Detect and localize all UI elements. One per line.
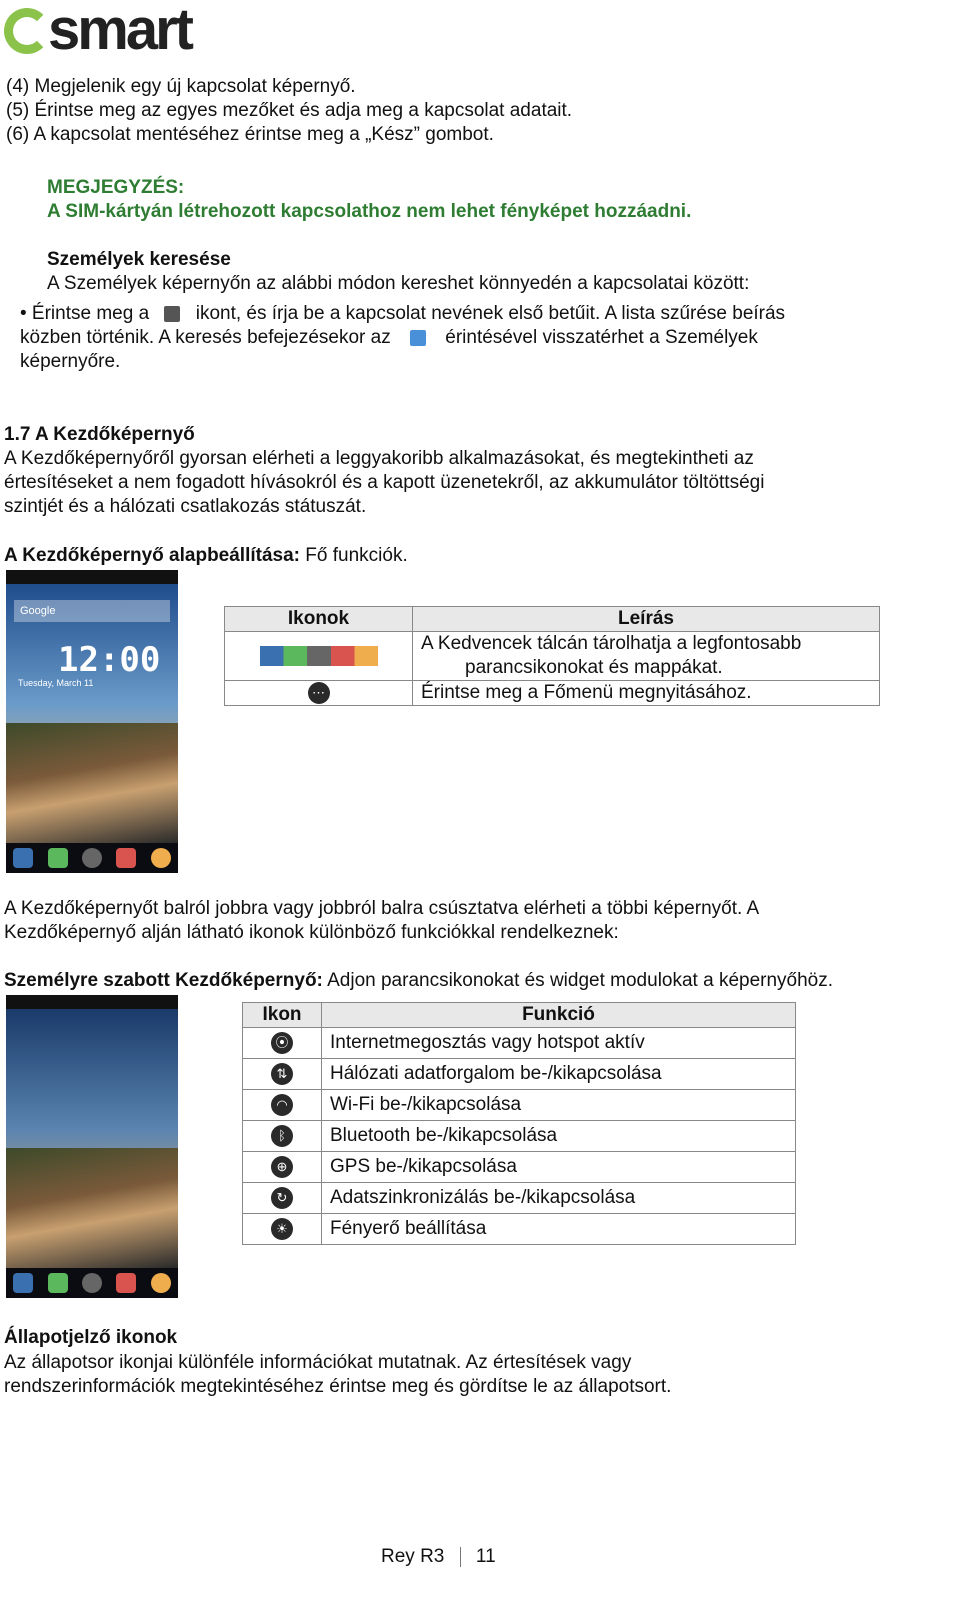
search-intro: A Személyek képernyőn az alábbi módon kereshet könnyedén a kapcsolatai között:: [47, 273, 750, 294]
note-title: MEGJEGYZÉS:: [47, 177, 185, 198]
table-row: [243, 1152, 796, 1183]
table-row: [243, 1028, 796, 1059]
basic-value: Fő funkciók.: [300, 545, 408, 566]
dock-phone-icon: [13, 848, 33, 868]
dock2-phone-icon: [13, 1273, 33, 1293]
swipe-p2: Kezdőképernyő alján látható ikonok különböző funkciókkal rendelkeznek:: [4, 922, 619, 943]
phone-road: [6, 723, 178, 843]
function-text: Wi-Fi be-/kikapcsolása: [322, 1090, 796, 1121]
table-header: [243, 1003, 796, 1028]
footer: [381, 1545, 496, 1569]
search-icon: [164, 306, 180, 322]
icon-cell: [243, 1214, 322, 1245]
function-text: Hálózati adatforgalom be-/kikapcsolása: [322, 1059, 796, 1090]
search-line3: képernyőre.: [20, 351, 121, 372]
dock-messages-icon: [48, 848, 68, 868]
dock-chrome-icon: [151, 848, 171, 868]
table-row: [225, 681, 880, 706]
header-icon: Ikon: [243, 1003, 322, 1028]
wifi-icon: ◠: [271, 1094, 293, 1116]
search-line2-b: érintésével visszatérhet a Személyek: [445, 327, 758, 348]
function-text: Internetmegosztás vagy hotspot aktív: [322, 1028, 796, 1059]
step-5: (5) Érintse meg az egyes mezőket és adja meg a kapcsolat adatait.: [6, 100, 573, 121]
main-menu-icon: ⋯: [308, 682, 330, 704]
phone-clock: 12:00: [58, 640, 161, 680]
header-function: Funkció: [322, 1003, 796, 1028]
table-row: [243, 1121, 796, 1152]
function-text: Fényerő beállítása: [322, 1214, 796, 1245]
search-bullet-a: • Érintse meg a: [20, 303, 150, 324]
icon-cell: [243, 1090, 322, 1121]
custom-screenshot: [6, 995, 178, 1298]
phone-date: Tuesday, March 11: [18, 678, 94, 688]
icon-cell: [243, 1152, 322, 1183]
favorites-desc-2: parancsikonokat és mappákat.: [465, 657, 723, 678]
note-text: A SIM-kártyán létrehozott kapcsolathoz nem lehet fényképet hozzáadni.: [47, 201, 692, 222]
dock2-menu-icon: [82, 1273, 102, 1293]
favorites-tray-icon: [260, 646, 378, 666]
phone2-road: [6, 1148, 178, 1268]
icon-cell: [243, 1183, 322, 1214]
logo-g-mark: [4, 8, 50, 54]
function-text: GPS be-/kikapcsolása: [322, 1152, 796, 1183]
basic-label: A Kezdőképernyő alapbeállítása:: [4, 545, 301, 566]
section-p1: A Kezdőképernyőről gyorsan elérheti a leggyakoribb alkalmazásokat, és megtekintheti az: [4, 448, 754, 469]
custom-value: Adjon parancsikonokat és widget modulokat a képernyőhöz.: [322, 970, 834, 991]
menu-icon-cell: [225, 681, 413, 706]
back-icon: [410, 330, 426, 346]
favorites-desc: [413, 632, 880, 681]
basic-setup: [4, 544, 408, 568]
section-title: 1.7 A Kezdőképernyő: [4, 424, 195, 445]
favorites-icons-cell: [225, 632, 413, 681]
search-bullet-b: ikont, és írja be a kapcsolat nevének első betűit. A lista szűrése beírás: [195, 303, 786, 324]
sync-icon: ↻: [271, 1187, 293, 1209]
phone-dock: [6, 843, 178, 873]
footer-page: 11: [475, 1546, 496, 1567]
gsmart-logo: [4, 0, 244, 62]
footer-model: Rey R3: [381, 1546, 445, 1567]
custom-label: Személyre szabott Kezdőképernyő:: [4, 970, 323, 991]
table-row: [243, 1214, 796, 1245]
function-text: Bluetooth be-/kikapcsolása: [322, 1121, 796, 1152]
function-text: Adatszinkronizálás be-/kikapcsolása: [322, 1183, 796, 1214]
search-bullet: [20, 302, 785, 326]
bluetooth-icon: ᛒ: [271, 1125, 293, 1147]
status-p2: rendszerinformációk megtekintéséhez érintse meg és gördítse le az állapotsort.: [4, 1376, 672, 1397]
step-6: (6) A kapcsolat mentéséhez érintse meg a „Kész” gombot.: [6, 124, 494, 145]
phone2-dock: [6, 1268, 178, 1298]
table-row: [243, 1183, 796, 1214]
search-title: Személyek keresése: [47, 249, 231, 270]
section-p3: szintjét és a hálózati csatlakozás státuszát.: [4, 496, 367, 517]
search-line2: [20, 326, 758, 350]
homescreen-table: [224, 606, 880, 706]
phone-status-bar: [6, 570, 178, 584]
dock2-gmail-icon: [116, 1273, 136, 1293]
table-header: [225, 607, 880, 632]
swipe-p1: A Kezdőképernyőt balról jobbra vagy jobbról balra csúsztatva elérheti a többi képernyőt. A: [4, 898, 760, 919]
icon-cell: [243, 1059, 322, 1090]
footer-divider: [460, 1547, 461, 1567]
logo-text: smart: [48, 0, 191, 62]
menu-desc: Érintse meg a Főmenü megnyitásához.: [413, 681, 880, 706]
brightness-icon: ☀: [271, 1218, 293, 1240]
table-row: [243, 1059, 796, 1090]
google-search-bar: Google: [14, 600, 170, 622]
search-line2-a: közben történik. A keresés befejezésekor az: [20, 327, 391, 348]
dock2-messages-icon: [48, 1273, 68, 1293]
section-p2: értesítéseket a nem fogadott hívásokról és a kapott üzenetekről, az akkumulátor töltöttségi: [4, 472, 765, 493]
phone2-status-bar: [6, 995, 178, 1009]
status-title: Állapotjelző ikonok: [4, 1327, 178, 1348]
homescreen-screenshot: [6, 570, 178, 873]
icon-cell: [243, 1121, 322, 1152]
gps-icon: ⊕: [271, 1156, 293, 1178]
table-row: [225, 632, 880, 681]
step-4: (4) Megjelenik egy új kapcsolat képernyő.: [6, 76, 356, 97]
status-p1: Az állapotsor ikonjai különféle információkat mutatnak. Az értesítések vagy: [4, 1352, 632, 1373]
data-icon: ⇅: [271, 1063, 293, 1085]
dock-menu-icon: [82, 848, 102, 868]
icon-cell: [243, 1028, 322, 1059]
function-table: [242, 1002, 796, 1245]
hotspot-icon: ⦿: [271, 1032, 293, 1054]
header-icons: Ikonok: [225, 607, 413, 632]
table-row: [243, 1090, 796, 1121]
custom-homescreen: [4, 969, 833, 993]
dock2-chrome-icon: [151, 1273, 171, 1293]
header-desc: Leírás: [413, 607, 880, 632]
favorites-desc-1: A Kedvencek tálcán tárolhatja a legfontosabb: [421, 633, 802, 654]
dock-gmail-icon: [116, 848, 136, 868]
